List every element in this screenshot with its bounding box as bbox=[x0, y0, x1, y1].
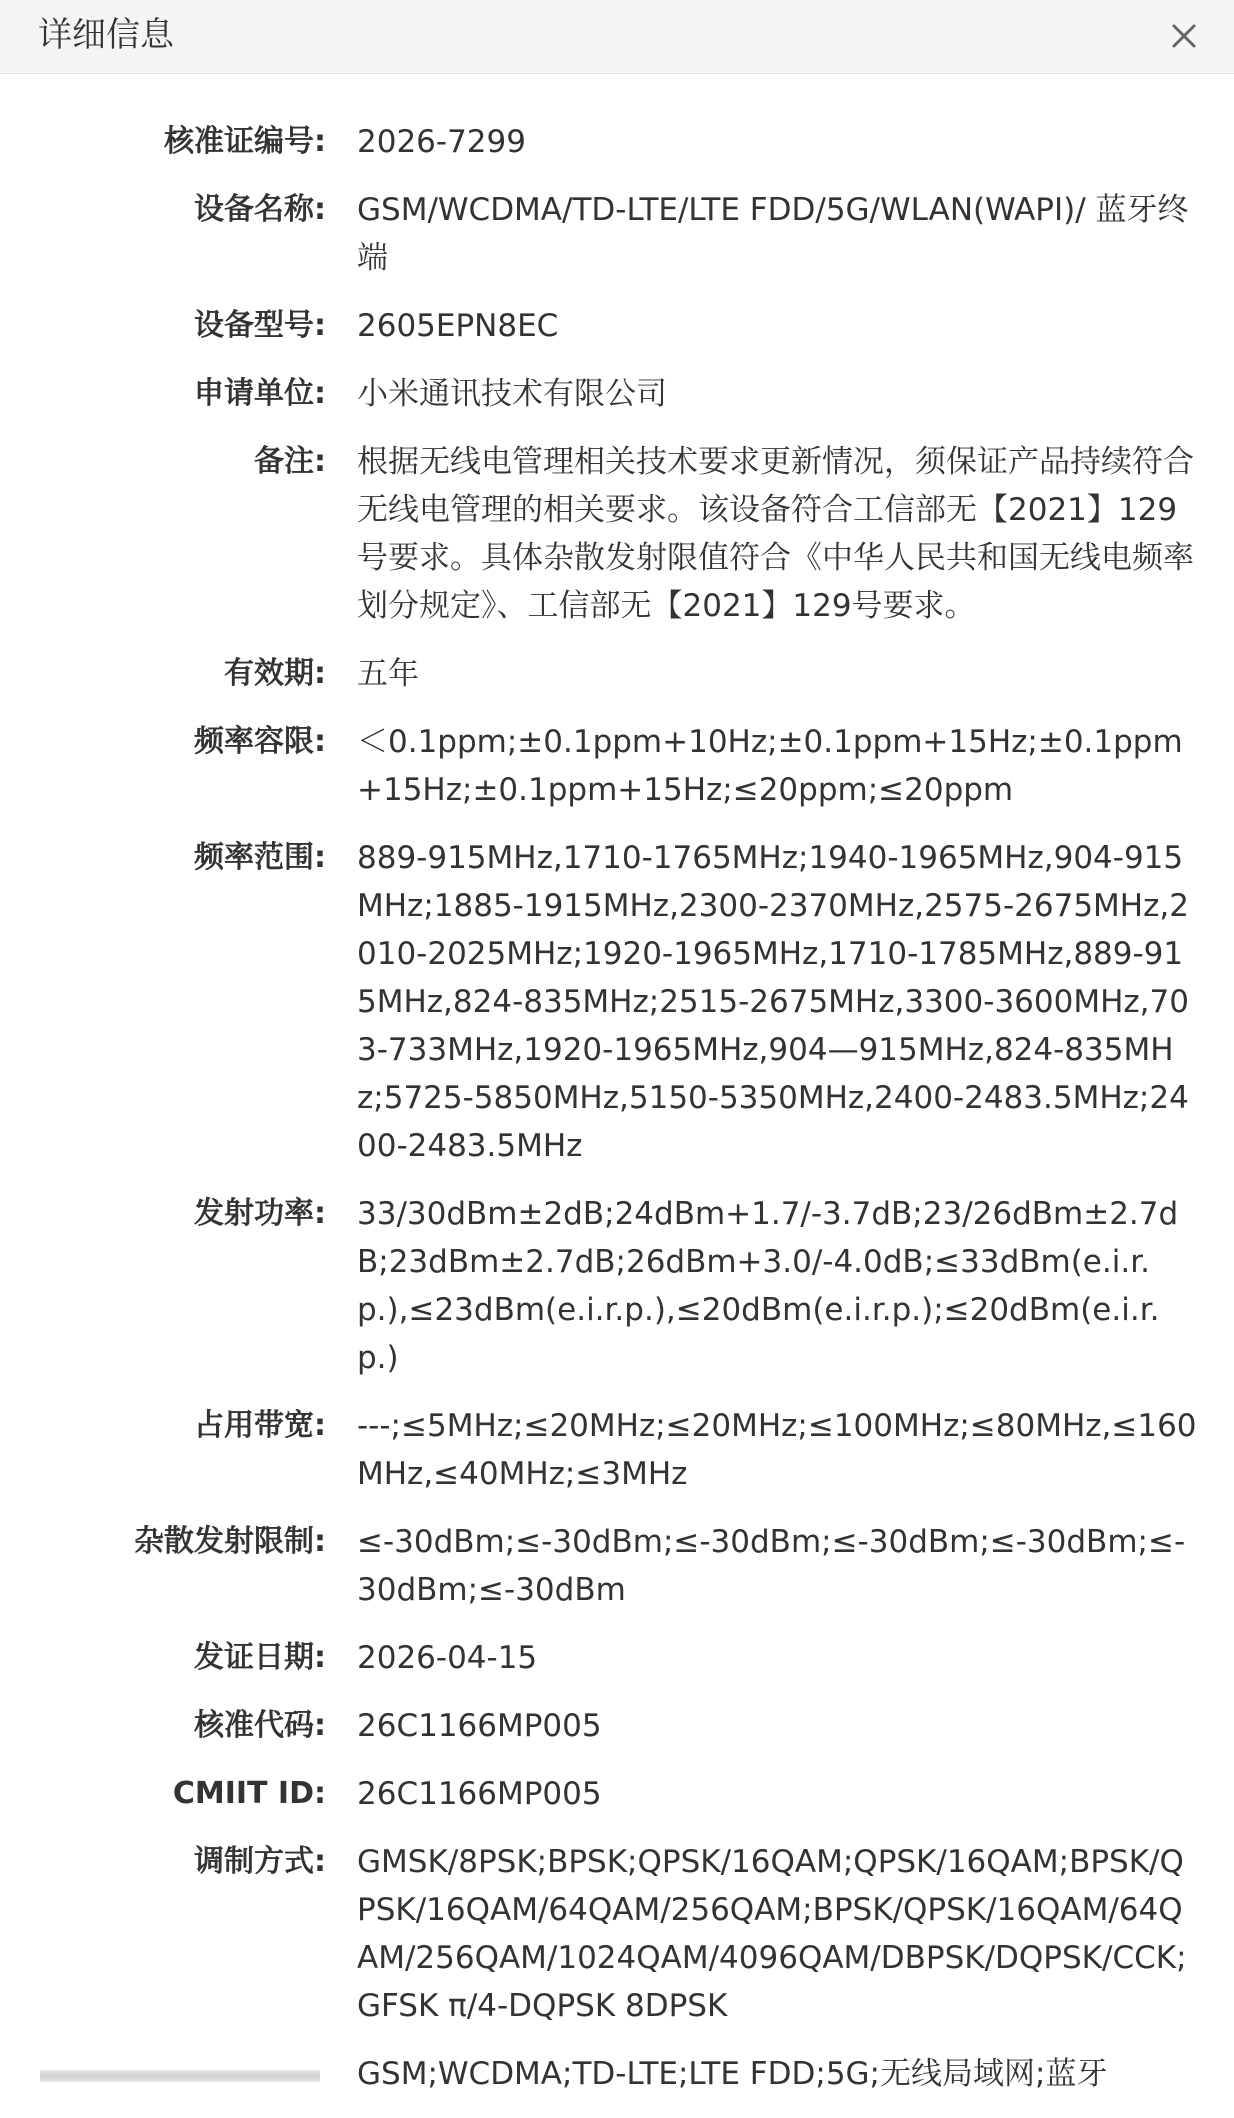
detail-value: 2026-7299 bbox=[357, 124, 526, 160]
detail-row-issue-date bbox=[0, 1634, 1234, 1682]
detail-label: 核准代码: bbox=[194, 1708, 326, 1743]
detail-label: 频率范围: bbox=[194, 840, 326, 875]
detail-value: GMSK/8PSK;BPSK;QPSK/16QAM;QPSK/16QAM;BPSK/QPSK/16QAM/64QAM/256QAM;BPSK/QPSK/16QAM/64QAM/256QAM/1024QAM/4096QAM/DBPSK/DQPSK/CCK;GFSK π/4-DQPSK 8DPSK bbox=[357, 1844, 1187, 2024]
detail-label: 发射功率: bbox=[194, 1196, 326, 1231]
detail-value: 2605EPN8EC bbox=[357, 308, 559, 344]
detail-value: GSM/WCDMA/TD-LTE/LTE FDD/5G/WLAN(WAPI)/ 蓝牙终端 bbox=[357, 192, 1189, 276]
dialog-header bbox=[0, 0, 1234, 74]
detail-label: 有效期: bbox=[224, 656, 326, 691]
detail-row-approval-code bbox=[0, 1702, 1234, 1750]
detail-row-approval-number bbox=[0, 118, 1234, 166]
detail-value: ≤-30dBm;≤-30dBm;≤-30dBm;≤-30dBm;≤-30dBm;≤-30dBm;≤-30dBm bbox=[357, 1524, 1186, 1608]
detail-value: 小米通讯技术有限公司 bbox=[357, 376, 667, 412]
detail-label: 调制方式: bbox=[194, 1844, 326, 1879]
detail-row-technologies bbox=[0, 2050, 1234, 2098]
detail-row-remarks bbox=[0, 438, 1234, 630]
detail-label: CMIIT ID: bbox=[172, 1776, 326, 1811]
detail-row-frequency-tolerance bbox=[0, 718, 1234, 814]
detail-label: 备注: bbox=[254, 444, 326, 479]
detail-value: 根据无线电管理相关技术要求更新情况，须保证产品持续符合无线电管理的相关要求。该设备符合工信部无【2021】129号要求。具体杂散发射限值符合《中华人民共和国无线电频率划分规定》、工信部无【2021】129号要求。 bbox=[357, 444, 1194, 624]
detail-row-transmit-power bbox=[0, 1190, 1234, 1382]
details-list bbox=[0, 74, 1234, 2118]
detail-row-spurious-emission bbox=[0, 1518, 1234, 1614]
close-button[interactable] bbox=[1162, 14, 1206, 58]
detail-value: GSM;WCDMA;TD-LTE;LTE FDD;5G;无线局域网;蓝牙 bbox=[357, 2056, 1108, 2092]
detail-row-cmiit-id bbox=[0, 1770, 1234, 1818]
detail-value: 2026-04-15 bbox=[357, 1640, 538, 1676]
detail-label: 发证日期: bbox=[194, 1640, 326, 1675]
detail-label: 核准证编号: bbox=[164, 124, 326, 159]
detail-value: 889-915MHz,1710-1765MHz;1940-1965MHz,904-915MHz;1885-1915MHz,2300-2370MHz,2575-2675MHz,2010-2025MHz;1920-1965MHz,1710-1785MHz,889-915MHz,824-835MHz;2515-2675MHz,3300-3600MHz,703-733MHz,1920-1965MHz,904—915MHz,824-835MHz;5725-5850MHz,5150-5350MHz,2400-2483.5MHz;2400-2483.5MHz bbox=[357, 840, 1189, 1164]
detail-value: ---;≤5MHz;≤20MHz;≤20MHz;≤100MHz;≤80MHz,≤160MHz,≤40MHz;≤3MHz bbox=[357, 1408, 1197, 1492]
detail-value: 五年 bbox=[357, 656, 419, 692]
detail-row-frequency-range bbox=[0, 834, 1234, 1170]
detail-value: 33/30dBm±2dB;24dBm+1.7/-3.7dB;23/26dBm±2.7dB;23dBm±2.7dB;26dBm+3.0/-4.0dB;≤33dBm(e.i.r.p.),≤23dBm(e.i.r.p.),≤20dBm(e.i.r.p.);≤20dBm(e.i.r.p.) bbox=[357, 1196, 1179, 1376]
detail-value: ＜0.1ppm;±0.1ppm+10Hz;±0.1ppm+15Hz;±0.1ppm+15Hz;±0.1ppm+15Hz;≤20ppm;≤20ppm bbox=[357, 724, 1183, 808]
detail-row-device-model bbox=[0, 302, 1234, 350]
detail-row-modulation bbox=[0, 1838, 1234, 2030]
detail-label: 频率容限: bbox=[194, 724, 326, 759]
detail-row-validity bbox=[0, 650, 1234, 698]
dialog-title: 详细信息 bbox=[38, 15, 174, 55]
detail-row-applicant bbox=[0, 370, 1234, 418]
detail-label: 申请单位: bbox=[194, 376, 326, 411]
detail-value: 26C1166MP005 bbox=[357, 1708, 602, 1744]
detail-row-device-name bbox=[0, 186, 1234, 282]
detail-label: 杂散发射限制: bbox=[134, 1524, 326, 1559]
detail-label: 设备名称: bbox=[194, 192, 326, 227]
detail-label: 设备型号: bbox=[194, 308, 326, 343]
close-icon bbox=[1162, 14, 1206, 58]
detail-row-bandwidth bbox=[0, 1402, 1234, 1498]
detail-label: 占用带宽: bbox=[194, 1408, 326, 1443]
detail-value: 26C1166MP005 bbox=[357, 1776, 602, 1812]
redacted-label bbox=[0, 2050, 326, 2098]
